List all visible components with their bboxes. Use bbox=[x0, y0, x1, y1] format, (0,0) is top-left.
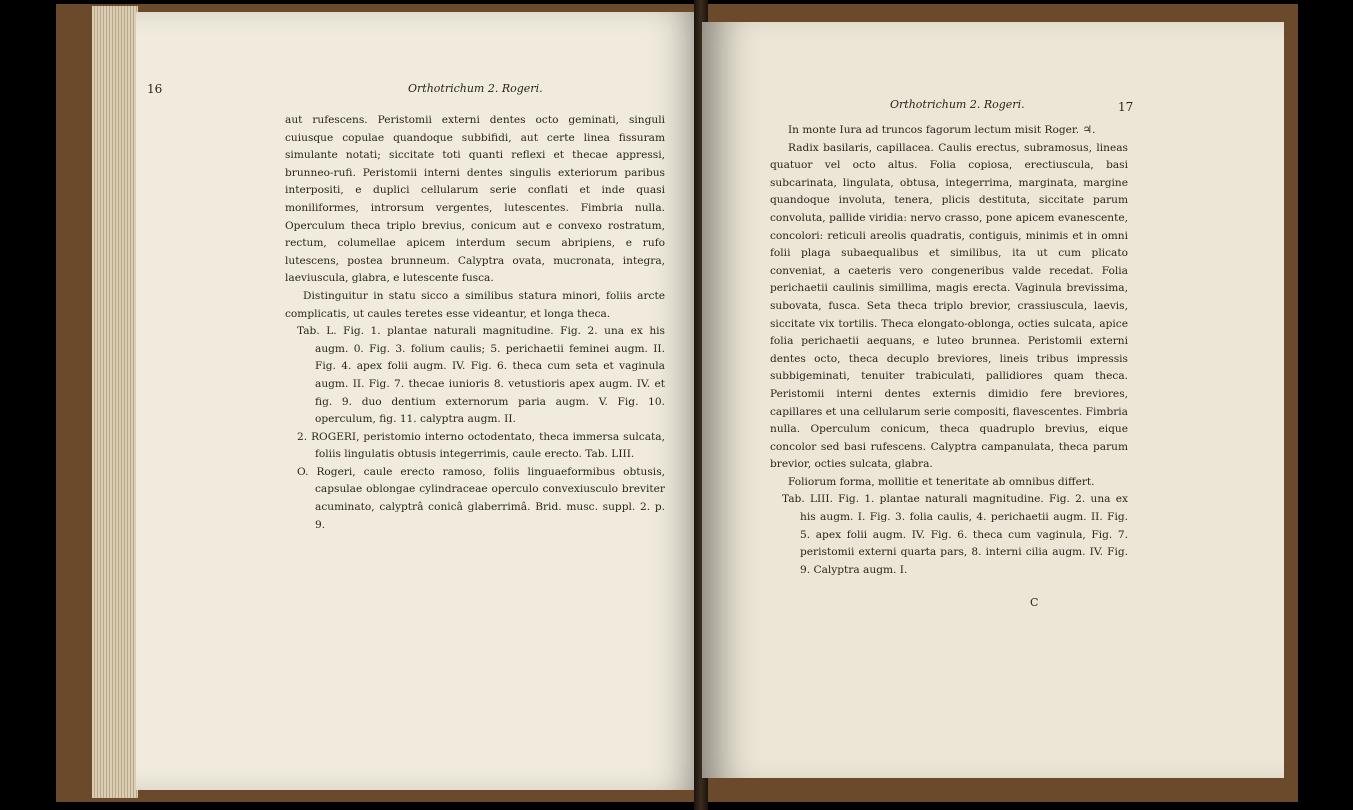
page-edges bbox=[92, 6, 138, 798]
right-body bbox=[770, 122, 1128, 579]
signature-mark: C bbox=[1030, 596, 1039, 609]
paragraph-description: aut rufescens. Peristomii externi dentes octo geminati, singuli cuiusque copulae quandoque subbifidi, aut certe linea fissuram simulante notati; siccitate toti quanti reflexi et thecae appressi, brunneo-rufi. Peristomii interni dentes singulis exteriorum paribus interpositi, e duplici cellularum serie conflati et inde quasi moniliformes, introrsum vergentes, lutescentes. Fimbria nulla. Operculum theca triplo brevius, conicum aut e convexo rostratum, rectum, columellae apicem interdum secum abripiens, e rufo lutescens, postea brunneum. Calyptra ovata, mucronata, integra, laeviuscula, glabra, e lutescente fusca. bbox=[285, 114, 665, 285]
page-number: 17 bbox=[1118, 100, 1134, 114]
left-page bbox=[136, 12, 702, 790]
paragraph-species-heading: 2. ROGERI, peristomio interno octodentato, theca immersa sulcata, foliis lingulatis obtusis integerrimis, caule erecto. Tab. LIII. bbox=[297, 430, 665, 461]
page-number: 16 bbox=[147, 82, 163, 96]
paragraph-tab-liii: Tab. LIII. Fig. 1. plantae naturali magnitudine. Fig. 2. una ex his augm. I. Fig. 3. folia caulis, 4. perichaetii augm. II. Fig. 5. apex folii augm. IV. Fig. 6. theca cum vaginula, Fig. 7. peristomii externi quarta pars, 8. interni cilia augm. IV. Fig. 9. Calyptra augm. I. bbox=[782, 493, 1128, 576]
right-page bbox=[702, 22, 1284, 778]
running-head: Orthotrichum 2. Rogeri. bbox=[408, 82, 543, 95]
running-head: Orthotrichum 2. Rogeri. bbox=[890, 98, 1025, 111]
paragraph-locality: In monte Iura ad truncos fagorum lectum misit Roger. ♃. bbox=[788, 124, 1096, 136]
paragraph-description: Radix basilaris, capillacea. Caulis erectus, subramosus, lineas quatuor vel octo altus. Folia copiosa, erectiuscula, basi subcarinata, lingulata, obtusa, integerrima, marginata, margine quandoque involuta, tenera, plicis destituta, siccitate parum convoluta, pallide viridia: nervo crasso, pone apicem evanescente, concolori: reticuli areolis quadratis, contiguis, minimis et in omni folii plaga subaequalibus et similibus, ita ut cum plicato conveniat, a caeteris vero congeneribus valde recedat. Folia perichaetii caulinis simillima, magis erecta. Vaginula brevissima, subovata, fusca. Seta theca triplo brevior, crassiuscula, laevis, siccitate vix tortilis. Theca elongato-oblonga, octies sulcata, apice folia perichaetii aequans, e luteo brunnea. Peristomii externi dentes octo, theca decuplo breviores, lineis tribus impressis subbigeminati, tenuiter trabiculati, pallidiores quam theca. Peristomii interni dentes externis dimidio fere breviores, capillares et una cellularum serie compositi, flavescentes. Fimbria nulla. Operculum conicum, theca quadruplo brevius, eique concolor sed basi rufescens. Calyptra campanulata, theca parum brevior, octies sulcata, glabra. bbox=[770, 141, 1128, 471]
left-body bbox=[285, 112, 665, 534]
paragraph-difference: Foliorum forma, mollitie et teneritate ab omnibus differt. bbox=[788, 475, 1095, 488]
paragraph-distinction: Distinguitur in statu sicco a similibus statura minori, foliis arcte complicatis, ut caules teretes esse videantur, et longa theca. bbox=[285, 289, 665, 320]
paragraph-tab-l: Tab. L. Fig. 1. plantae naturali magnitudine. Fig. 2. una ex his augm. 0. Fig. 3. folium caulis; 5. perichaetii feminei augm. II. Fig. 4. apex folii augm. IV. Fig. 6. theca cum seta et vaginula augm. II. Fig. 7. thecae iunioris 8. vetustioris apex augm. IV. et fig. 9. duo dentium externorum paria augm. V. Fig. 10. operculum, fig. 11. calyptra augm. II. bbox=[297, 325, 665, 426]
paragraph-synonym: O. Rogeri, caule erecto ramoso, foliis linguaeformibus obtusis, capsulae oblongae cylindraceae operculo convexiusculo breviter acuminato, calyptrâ conicâ glaberrimâ. Brid. musc. suppl. 2. p. 9. bbox=[297, 465, 665, 531]
